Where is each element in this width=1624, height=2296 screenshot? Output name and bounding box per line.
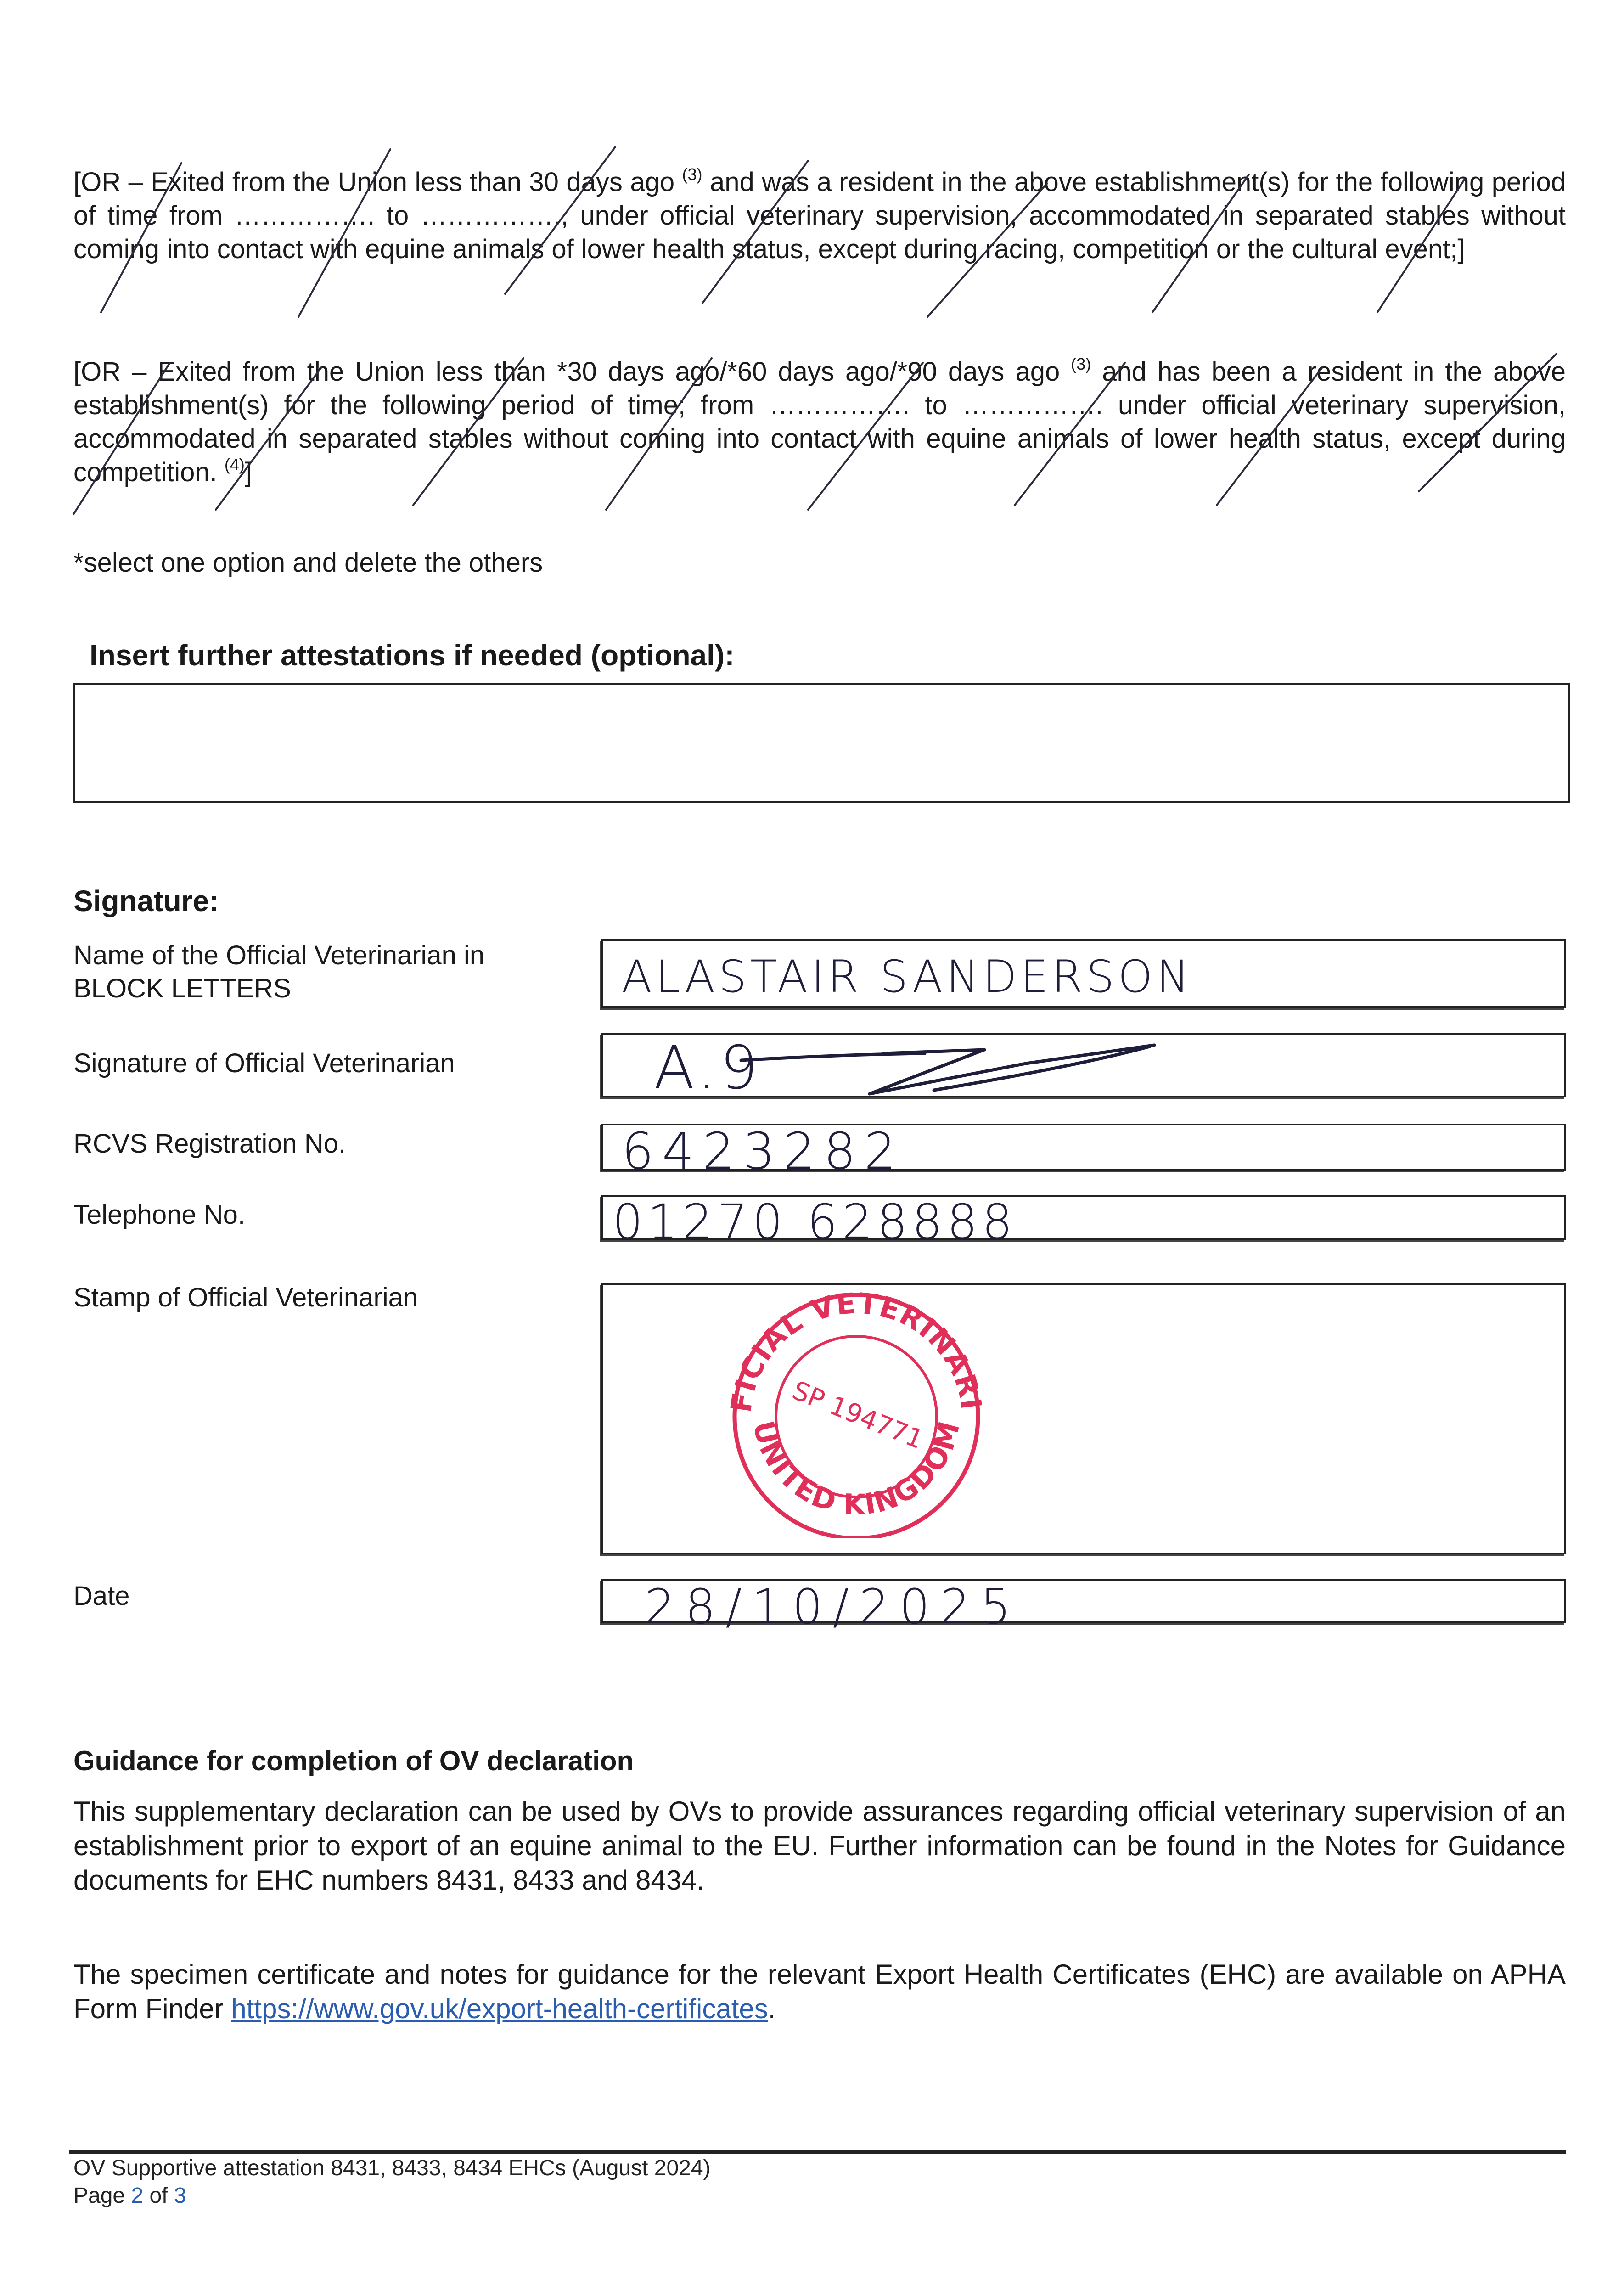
attestation-paragraph-2: [OR – Exited from the Union less than *30 days ago/*60 days ago/*90 days ago $^{(3)}$ and has been a resident in the above establishment(s) for the following period of time; from ……………. to ……………. under official veterinary supervision, accommodated in separated stables without coming into contact with equine animals of lower health status, except during competition. $^{(4)}$] <box>73 355 1566 487</box>
guidance-paragraph-1: This supplementary declaration can be used by OVs to provide assurances regarding official veterinary supervision of an establishment prior to export of an equine animal to the EU. Further information can be found in the Notes for Guidance documents for EHC numbers 8431, 8433 and 8434. <box>73 1796 1566 1896</box>
telephone-label: Telephone No. <box>73 1200 246 1230</box>
svg-text:OFFICIAL VETERINARIAN <box>723 1281 988 1414</box>
name-value: ALASTAIR SANDERSON <box>622 951 1193 1002</box>
guidance-paragraph-2: The specimen certificate and notes for guidance for the relevant Export Health Certificates (EHC) are available on APHA Form Finder https://www.gov.uk/export-health-certificates. <box>73 1959 1566 2024</box>
telephone-value: 01270 628888 <box>613 1194 1017 1250</box>
name-label: Name of the Official Veterinarian in BLOCK LETTERS <box>73 940 485 1003</box>
export-health-certificates-link[interactable]: https://www.gov.uk/export-health-certificates <box>231 1993 768 2024</box>
official-veterinarian-stamp <box>723 1281 989 1538</box>
rcvs-label: RCVS Registration No. <box>73 1129 346 1159</box>
stamp-label: Stamp of Official Veterinarian <box>73 1283 418 1312</box>
footer-divider <box>69 2150 1566 2154</box>
signature-heading: Signature: <box>73 884 219 917</box>
svg-text:UNITED KINGDOM <box>747 1417 967 1521</box>
signature-field[interactable] <box>601 1033 1566 1103</box>
rcvs-value: 6423282 <box>622 1122 905 1181</box>
name-field[interactable] <box>601 939 1566 1008</box>
date-label: Date <box>73 1581 130 1611</box>
stamp-text-top: FICIAL VETERINARI <box>724 1286 989 1415</box>
stamp-text-bottom: UNITED KINGDOM <box>746 1417 967 1522</box>
further-attestations-box[interactable] <box>73 683 1570 803</box>
footer-document-title: OV Supportive attestation 8431, 8433, 8434 EHCs (August 2024) <box>73 2156 711 2180</box>
guidance-heading: Guidance for completion of OV declaration <box>73 1745 634 1776</box>
telephone-field[interactable] <box>601 1194 1566 1250</box>
further-attestations-heading: Insert further attestations if needed (optional): <box>90 639 735 672</box>
date-value: 28/10/2025 <box>645 1579 1021 1635</box>
footer-page-number: Page 2 of 3 <box>73 2183 186 2208</box>
attestation-paragraph-1: [OR – Exited from the Union less than 30 days ago $^{(3)}$ and was a resident in the above establishment(s) for the following period of time from ……………. to ……………., under official veterinary supervision, accommodated in separated stables without coming into contact with equine animals of lower health status, except during racing, competition or the cultural event;] <box>73 165 1566 264</box>
signature-scribble <box>603 1035 1568 1099</box>
rcvs-field[interactable] <box>601 1122 1566 1181</box>
date-field[interactable] <box>601 1579 1566 1635</box>
stamp-number: SP 194771 <box>788 1375 927 1455</box>
signature-initials: A.9 <box>654 1033 762 1103</box>
select-option-note: *select one option and delete the others <box>73 548 543 578</box>
signature-label: Signature of Official Veterinarian <box>73 1048 455 1078</box>
